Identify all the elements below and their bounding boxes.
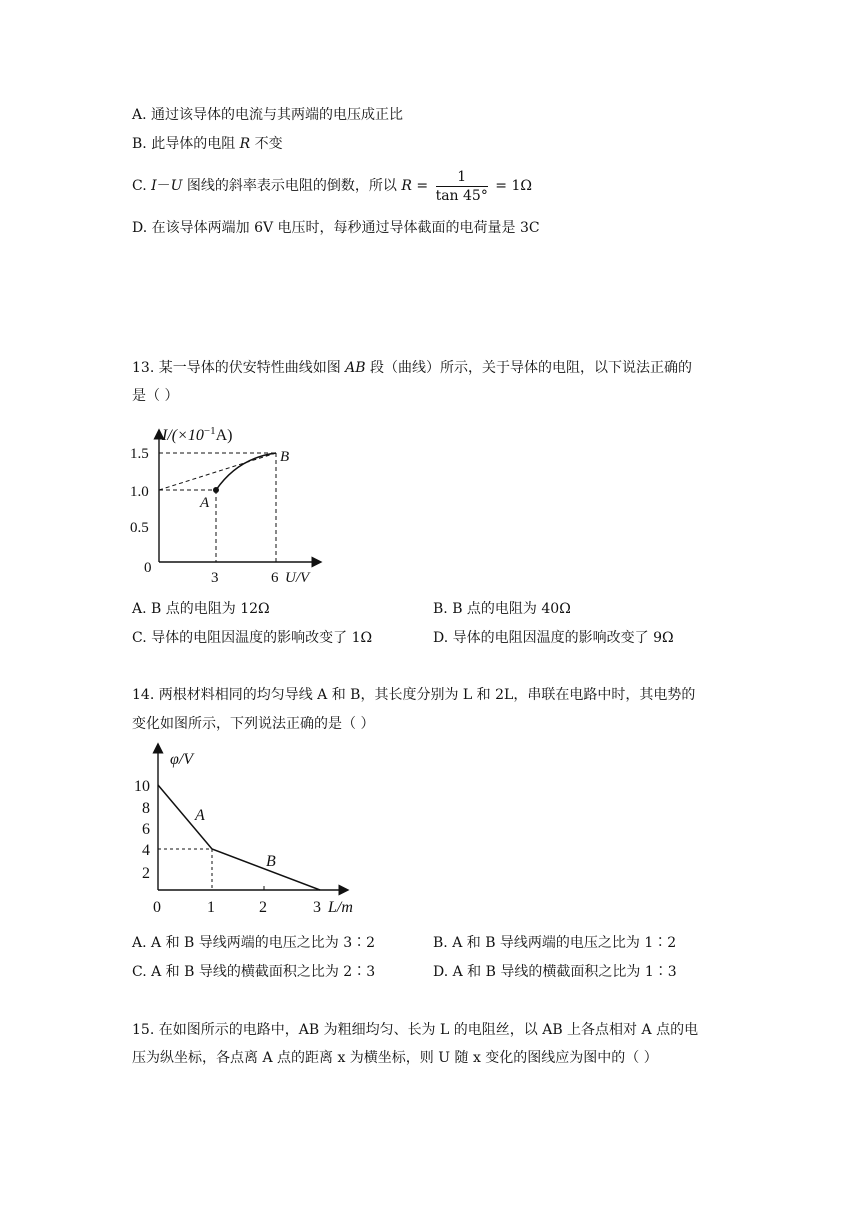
q12-option-c-tail: = 1Ω (490, 178, 532, 194)
q12-option-c (132, 164, 532, 208)
q13-option-b: B. B 点的电阻为 40Ω (433, 601, 571, 617)
q12-option-c-fraction (436, 168, 488, 205)
x-tick-3: 3 (313, 899, 321, 916)
q13-stem-pre: 13. 某一导体的伏安特性曲线如图 (132, 360, 346, 376)
q12-option-c-prefix: C. (132, 178, 152, 194)
x-tick-3: 3 (211, 570, 219, 586)
point-a-label: A (200, 495, 210, 511)
potential-line (158, 785, 320, 890)
segment-b-label: B (266, 853, 276, 870)
chord-line (159, 453, 276, 490)
q13-stem-line1 (132, 358, 692, 378)
q14-option-d: D. A 和 B 导线的横截面积之比为 1∶3 (433, 964, 677, 980)
point-a-dot (213, 487, 219, 493)
q14-stem-line1: 14. 两根材料相同的均匀导线 A 和 B，其长度分别为 L 和 2L，串联在电路中时，其电势的 (132, 687, 696, 703)
segment-a-label: A (195, 807, 205, 824)
x-tick-6: 6 (271, 570, 279, 586)
y-axis-label: $I/(\times 10^{-1}A)$ (162, 425, 233, 444)
y-tick-1-0: 1.0 (130, 484, 149, 500)
q14-potential-graph (120, 740, 380, 922)
q14-option-b: B. A 和 B 导线两端的电压之比为 1∶2 (433, 935, 677, 951)
y-tick-8: 8 (142, 800, 150, 817)
fraction-numerator: 1 (436, 168, 488, 187)
q14-stem-line2: 变化如图所示，下列说法正确的是（ ） (132, 716, 375, 732)
y-tick-0-5: 0.5 (130, 520, 149, 536)
q15-stem-line1: 15. 在如图所示的电路中，AB 为粗细均匀、长为 L 的电阻丝，以 AB 上各点相对 A 点的电 (132, 1022, 699, 1038)
q12-option-b-var: R (239, 136, 251, 152)
q12-option-c-text: 图线的斜率表示电阻的倒数，所以 (182, 178, 402, 194)
y-tick-1-5: 1.5 (130, 446, 149, 462)
q12-option-c-var-u: U (170, 178, 183, 194)
x-tick-2: 2 (259, 899, 267, 916)
x-axis-label: U/V (285, 570, 310, 586)
y-tick-10: 10 (134, 778, 150, 795)
q12-option-d: D. 在该导体两端加 6V 电压时，每秒通过导体截面的电荷量是 3C (132, 220, 540, 236)
y-tick-4: 4 (142, 842, 150, 859)
y-tick-6: 6 (142, 821, 150, 838)
q14-option-a: A. A 和 B 导线两端的电压之比为 3∶2 (132, 935, 376, 951)
curve-ab (216, 453, 276, 490)
q12-option-b-prefix: B. 此导体的电阻 (132, 136, 240, 152)
q12-option-b (132, 134, 283, 154)
x-axis-label: L/m (328, 899, 353, 916)
q12-option-c-var-r: R (401, 178, 412, 194)
q13-option-c: C. 导体的电阻因温度的影响改变了 1Ω (132, 630, 373, 646)
x-tick-1: 1 (207, 899, 215, 916)
y-axis-label: φ/V (170, 751, 194, 768)
origin-label: 0 (144, 560, 152, 576)
origin-label: 0 (153, 899, 161, 916)
q15-stem-line2: 压为纵坐标，各点离 A 点的距离 x 为横坐标，则 U 随 x 变化的图线应为图中的（ ） (132, 1050, 658, 1066)
q12-option-b-suffix: 不变 (250, 136, 283, 152)
q12-option-a: A. 通过该导体的电流与其两端的电压成正比 (132, 107, 404, 123)
q13-stem-line2: 是（ ） (132, 388, 179, 404)
q12-option-c-eq: = (411, 178, 433, 194)
q12-option-c-var-i: I (151, 178, 157, 194)
q13-stem-var: AB (345, 360, 366, 376)
q14-option-c: C. A 和 B 导线的横截面积之比为 2∶3 (132, 964, 376, 980)
q13-option-d: D. 导体的电阻因温度的影响改变了 9Ω (433, 630, 674, 646)
point-b-label: B (280, 449, 290, 465)
q13-option-a: A. B 点的电阻为 12Ω (132, 601, 270, 617)
q13-stem-post: 段（曲线）所示，关于导体的电阻，以下说法正确的 (365, 360, 693, 376)
y-tick-2: 2 (142, 865, 150, 882)
q12-option-c-dash: － (156, 178, 171, 194)
fraction-denominator: tan 45° (435, 187, 488, 204)
q13-iu-graph (120, 420, 340, 590)
